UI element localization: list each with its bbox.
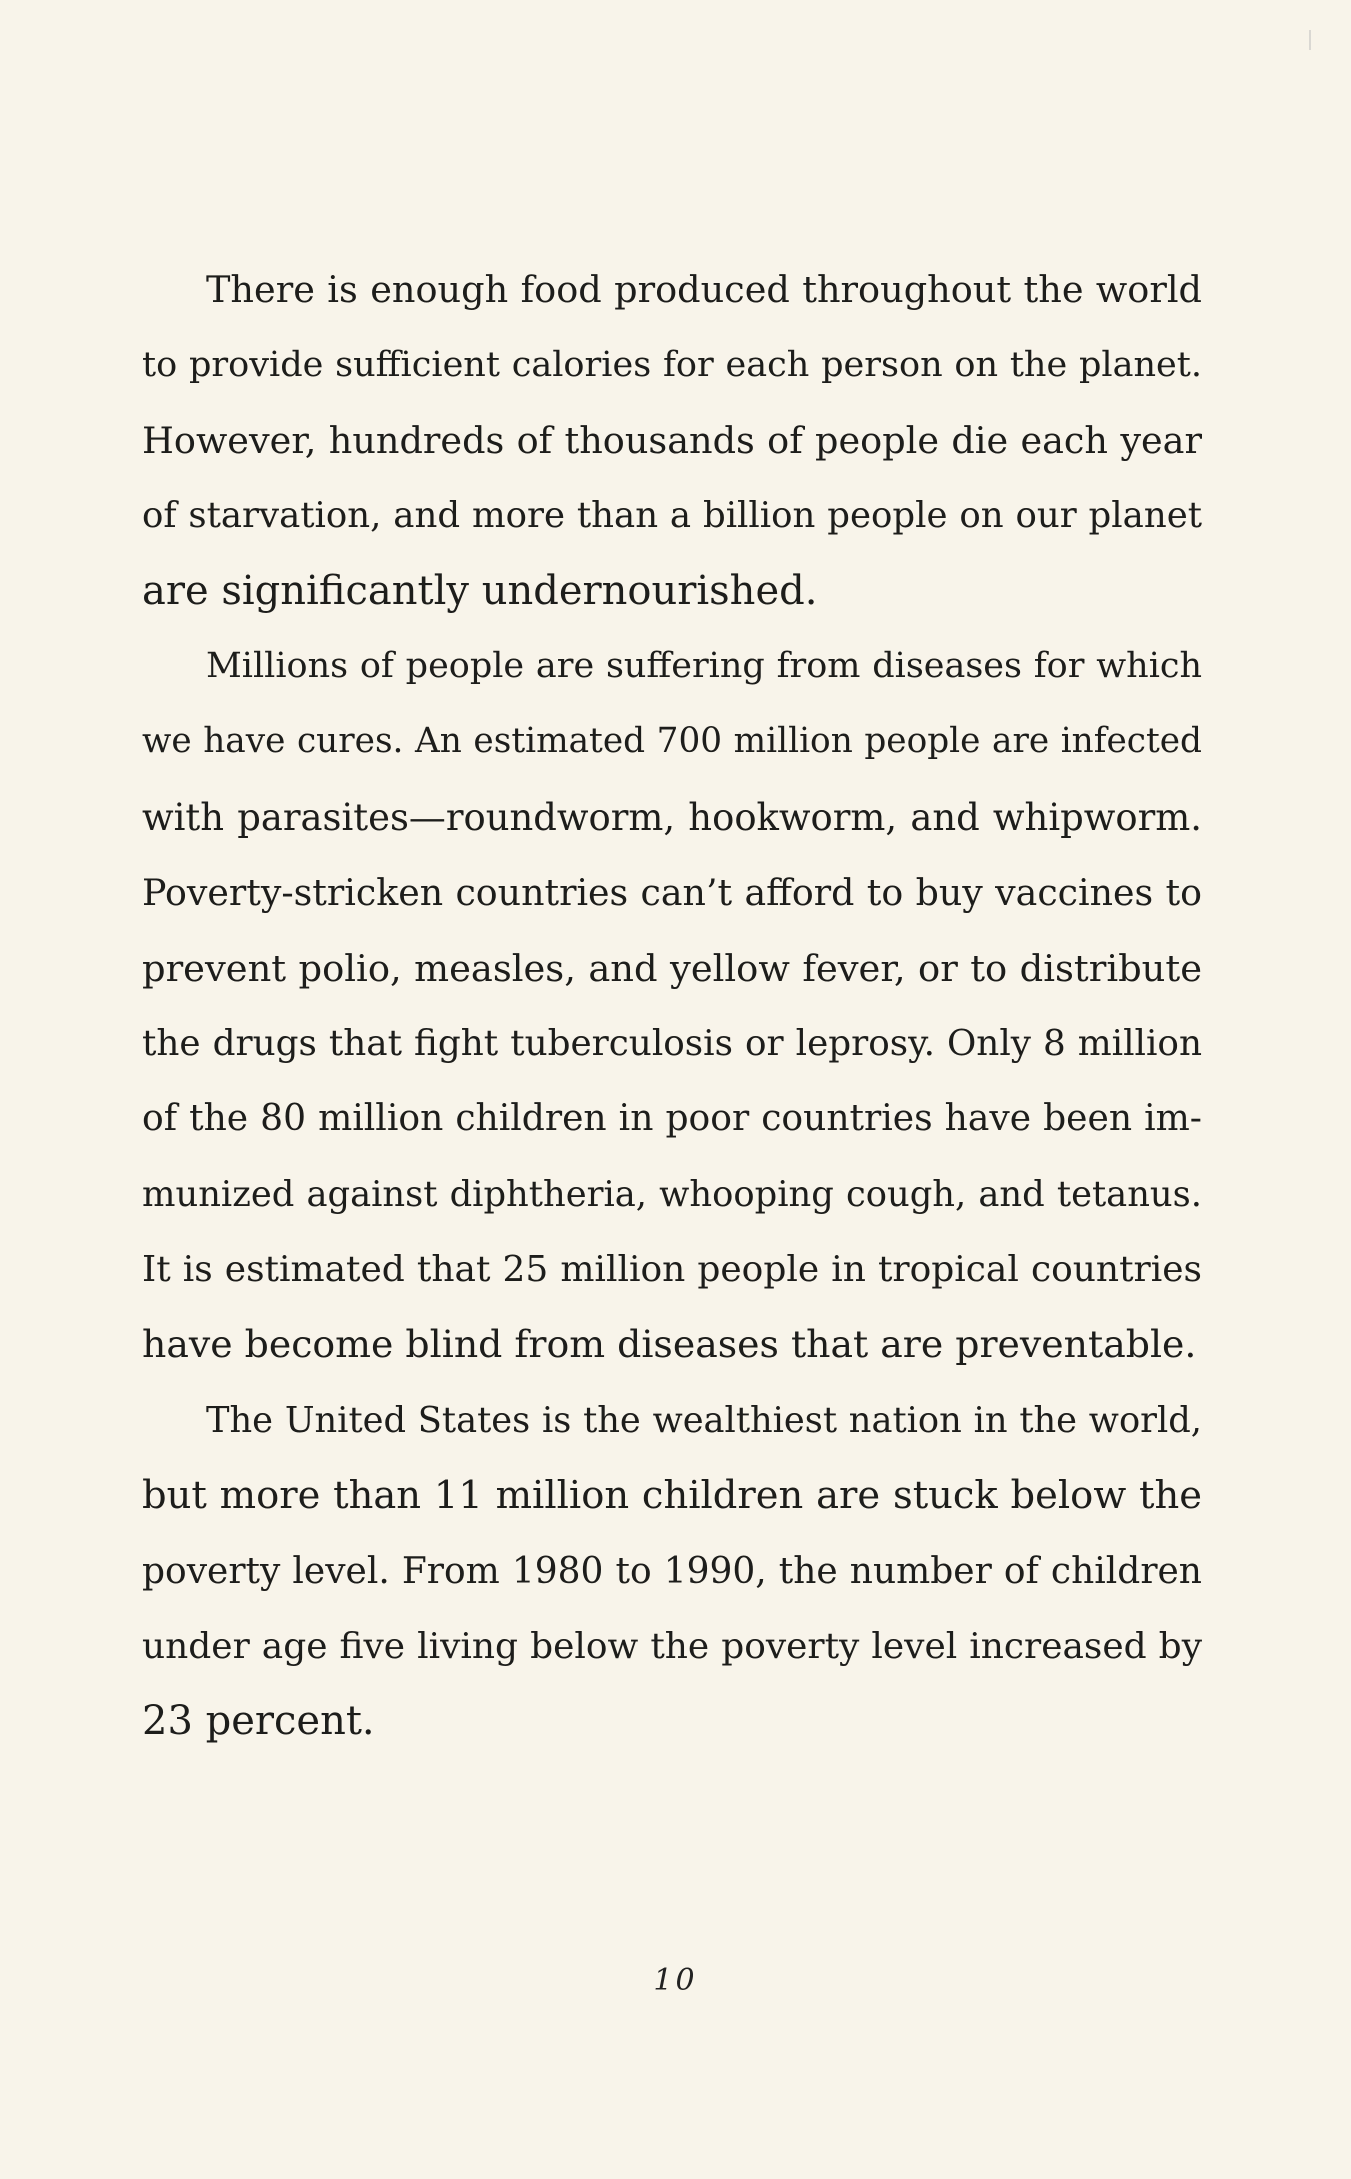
page-number: 10	[653, 1963, 698, 1998]
text-line: Poverty-stricken countries can’t afford to buy vaccines to	[142, 871, 1202, 915]
text-line: with parasites—roundworm, hookworm, and whipworm.	[142, 795, 1202, 839]
text-line: have become blind from diseases that are preventable.	[142, 1322, 1197, 1367]
text-line: are significantly undernourished.	[142, 567, 818, 614]
text-line: Millions of people are suffering from diseases for which	[206, 645, 1202, 686]
text-line: the drugs that fight tuberculosis or leprosy. Only 8 million	[142, 1022, 1202, 1064]
text-line: but more than 11 million children are stuck below the	[142, 1473, 1202, 1519]
text-line: munized against diphtheria, whooping cough, and tetanus.	[142, 1173, 1202, 1215]
text-line: of the 80 million children in poor countries have been im-	[142, 1097, 1202, 1140]
body-text	[142, 252, 1202, 1760]
text-line: to provide sufficient calories for each person on the planet.	[142, 344, 1202, 386]
text-line: However, hundreds of thousands of people die each year	[142, 418, 1202, 462]
text-line: poverty level. From 1980 to 1990, the number of children	[142, 1550, 1202, 1592]
paragraph-2	[142, 629, 1202, 1383]
text-line: we have cures. An estimated 700 million people are infected	[142, 721, 1202, 762]
paragraph-3	[142, 1383, 1202, 1760]
text-line: The United States is the wealthiest nation in the world,	[206, 1399, 1202, 1441]
text-line: under age five living below the poverty level increased by	[142, 1626, 1202, 1668]
margin-mark	[1309, 30, 1311, 50]
paragraph-1	[142, 252, 1202, 629]
text-line: It is estimated that 25 million people in tropical countries	[142, 1249, 1202, 1291]
text-line: prevent polio, measles, and yellow fever, or to distribute	[142, 946, 1202, 990]
text-line: of starvation, and more than a billion people on our planet	[142, 495, 1202, 537]
text-line: 23 percent.	[142, 1698, 375, 1745]
text-line: There is enough food produced throughout the world	[206, 268, 1202, 311]
